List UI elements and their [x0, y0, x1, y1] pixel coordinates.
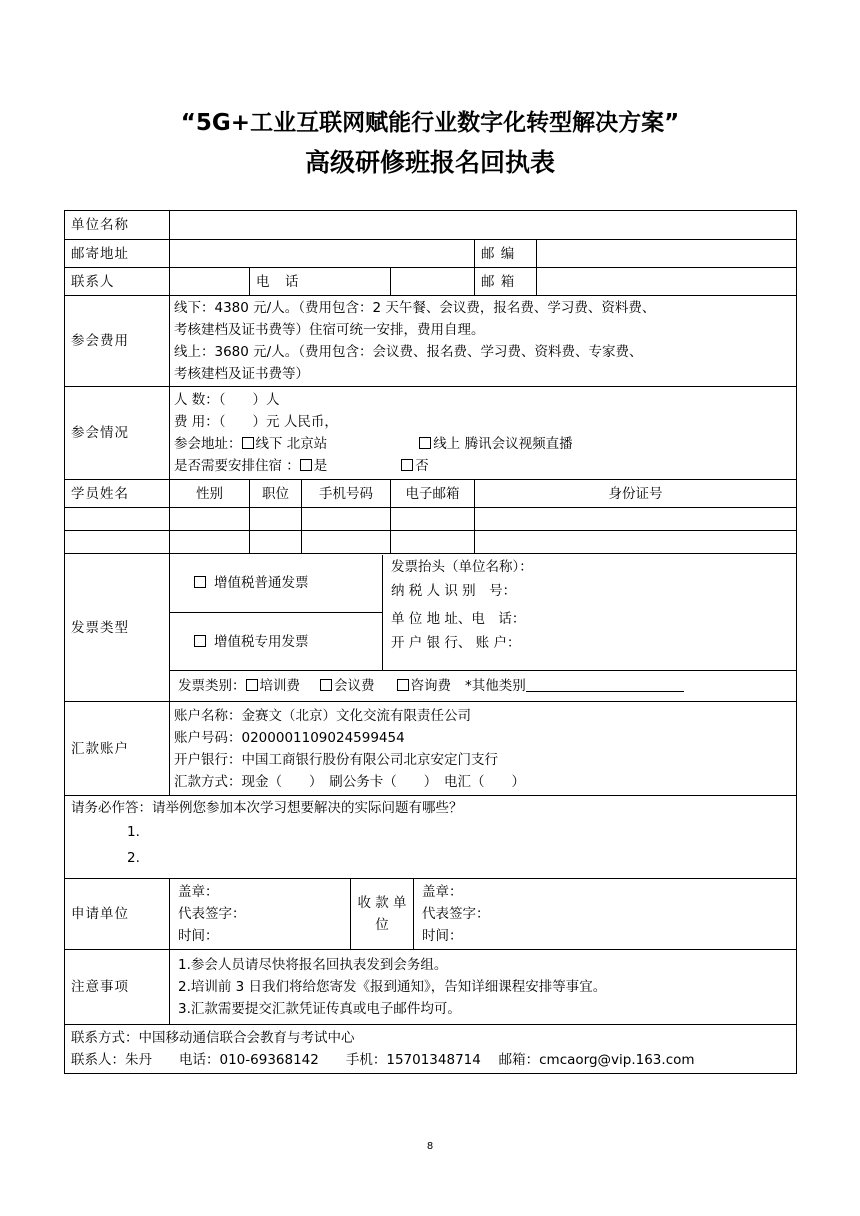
- online-option: 线上 腾讯会议视频直播: [433, 436, 573, 452]
- applicant-time: 时间：: [178, 928, 219, 944]
- registration-form: [64, 210, 797, 1074]
- account-number: 账户号码：0200001109024599454: [174, 729, 405, 746]
- student-name-cell[interactable]: [65, 531, 170, 554]
- address-field[interactable]: [170, 240, 475, 268]
- fee-line: 考核建档及证书费等）住宿可统一安排，费用自理。: [174, 322, 485, 338]
- payee-label: 收 款 单位: [351, 879, 414, 949]
- question-text: 请务必作答：请举例您参加本次学习想要解决的实际问题有哪些？: [71, 800, 463, 816]
- other-category-field[interactable]: [526, 677, 684, 692]
- invoice-info-block: [383, 555, 797, 671]
- question-section[interactable]: [65, 796, 797, 879]
- attendance-place-label: 参会地址：: [174, 436, 242, 452]
- unit-name-label: 单位名称: [65, 211, 170, 240]
- payee-seal: 盖章：: [422, 884, 463, 900]
- student-mobile-cell[interactable]: [302, 508, 391, 531]
- document-subtitle: 高级研修班报名回执表: [304, 148, 555, 177]
- email-field[interactable]: [537, 268, 797, 296]
- contact-info: [65, 1025, 797, 1074]
- payee-signature: 代表签字：: [422, 906, 490, 922]
- invoice-special-option[interactable]: [170, 613, 383, 671]
- notes-block: [170, 950, 797, 1025]
- invoice-category-row: [170, 671, 796, 701]
- training-checkbox[interactable]: [246, 679, 258, 691]
- applicant-signature: 代表签字：: [178, 906, 246, 922]
- invoice-normal-label: 增值税普通发票: [214, 575, 309, 592]
- unit-name-field[interactable]: [170, 211, 797, 240]
- lodging-no-checkbox[interactable]: [401, 459, 413, 471]
- postcode-label: 邮 编: [475, 240, 537, 268]
- other-category-label: *其他类别: [465, 677, 526, 694]
- online-checkbox[interactable]: [419, 437, 431, 449]
- consult-option: 咨询费: [410, 677, 451, 694]
- consult-checkbox[interactable]: [397, 679, 409, 691]
- question-item-2: 2.: [127, 850, 140, 866]
- postcode-field[interactable]: [537, 240, 797, 268]
- fee-details: [170, 296, 797, 387]
- signature-inner-table: [170, 879, 796, 949]
- notes-label: 注意事项: [65, 950, 170, 1025]
- invoice-bank-line: 开 户 银 行、 账 户：: [391, 634, 521, 651]
- attendance-label: 参会情况: [65, 387, 170, 480]
- contact-organization: 联系方式：中国移动通信联合会教育与考试中心: [71, 1030, 355, 1046]
- contact-field[interactable]: [170, 268, 250, 296]
- student-gender-cell[interactable]: [170, 508, 250, 531]
- remit-details: [170, 702, 797, 796]
- attendance-people: 人 数：（ ）人: [174, 392, 280, 408]
- student-position-cell[interactable]: [250, 531, 302, 554]
- attendance-place: [174, 433, 792, 455]
- attendance-details: [170, 387, 797, 480]
- address-label: 邮寄地址: [65, 240, 170, 268]
- student-gender-cell[interactable]: [170, 531, 250, 554]
- student-mobile-header: 手机号码: [302, 480, 391, 508]
- fee-label: 参会费用: [65, 296, 170, 387]
- phone-field[interactable]: [391, 268, 475, 296]
- offline-option: 线下 北京站: [255, 436, 328, 452]
- document-title: “5G+工业互联网赋能行业数字化转型解决方案”: [180, 110, 680, 136]
- applicant-seal: 盖章：: [178, 884, 219, 900]
- applicant-label: 申请单位: [65, 879, 170, 950]
- payee-sign-block[interactable]: [414, 879, 797, 949]
- training-option: 培训费: [259, 677, 300, 694]
- contact-label: 联系人: [65, 268, 170, 296]
- student-row: [65, 531, 797, 554]
- lodging-row: [174, 455, 792, 477]
- invoice-normal-checkbox[interactable]: [194, 576, 206, 588]
- student-id-cell[interactable]: [475, 531, 797, 554]
- contact-person-line: 联系人：朱丹 电话：010-69368142 手机：15701348714 邮箱：cmcaorg@vip.163.com: [71, 1052, 695, 1068]
- invoice-address-line: 单 位 地 址、电 话：: [391, 610, 526, 627]
- invoice-normal-option[interactable]: [170, 555, 383, 613]
- fee-line: 考核建档及证书费等）: [174, 366, 309, 382]
- student-email-cell[interactable]: [391, 508, 475, 531]
- note-item: 1.参会人员请尽快将报名回执表发到会务组。: [178, 957, 448, 973]
- phone-label: 电 话: [250, 268, 391, 296]
- account-bank: 开户银行：中国工商银行股份有限公司北京安定门支行: [174, 751, 498, 768]
- invoice-special-label: 增值税专用发票: [214, 633, 309, 650]
- email-label: 邮 箱: [475, 268, 537, 296]
- student-email-cell[interactable]: [391, 531, 475, 554]
- lodging-yes-option: 是: [313, 458, 328, 474]
- offline-checkbox[interactable]: [242, 437, 254, 449]
- student-gender-header: 性别: [170, 480, 250, 508]
- applicant-sign-block[interactable]: [170, 879, 351, 949]
- invoice-inner-table: [170, 555, 796, 701]
- student-id-cell[interactable]: [475, 508, 797, 531]
- invoice-taxid-line: 纳 税 人 识 别 号：: [391, 582, 517, 599]
- lodging-yes-checkbox[interactable]: [300, 459, 312, 471]
- student-position-header: 职位: [250, 480, 302, 508]
- page-number: 8: [426, 1141, 434, 1152]
- invoice-title-line: 发票抬头（单位名称）：: [391, 558, 533, 575]
- student-name-cell[interactable]: [65, 508, 170, 531]
- student-email-header: 电子邮箱: [391, 480, 475, 508]
- signature-section: [170, 879, 797, 950]
- invoice-type-label: 发票类型: [65, 554, 170, 702]
- remit-method: 汇款方式：现金（ ） 刷公务卡（ ） 电汇（ ）: [174, 773, 525, 790]
- fee-line: 线下：4380 元/人。（费用包含：2 天午餐、会议费，报名费、学习费、资料费、: [174, 300, 656, 316]
- meeting-checkbox[interactable]: [320, 679, 332, 691]
- remit-label: 汇款账户: [65, 702, 170, 796]
- lodging-no-option: 否: [415, 458, 429, 474]
- student-position-cell[interactable]: [250, 508, 302, 531]
- meeting-option: 会议费: [334, 677, 375, 694]
- attendance-fee: 费 用：（ ）元 人民币，: [174, 414, 338, 430]
- question-item-1: 1.: [127, 824, 140, 840]
- student-mobile-cell[interactable]: [302, 531, 391, 554]
- student-name-header: 学员姓名: [65, 480, 170, 508]
- note-item: 3.汇款需要提交汇款凭证传真或电子邮件均可。: [178, 1001, 461, 1017]
- invoice-special-checkbox[interactable]: [194, 635, 206, 647]
- invoice-category-label: 发票类别：: [178, 677, 246, 694]
- note-item: 2.培训前 3 日我们将给您寄发《报到通知》，告知详细课程安排等事宜。: [178, 979, 607, 995]
- payee-time: 时间：: [422, 928, 463, 944]
- student-id-header: 身份证号: [475, 480, 797, 508]
- student-row: [65, 508, 797, 531]
- invoice-section: [170, 554, 797, 702]
- account-name: 账户名称：金赛文（北京）文化交流有限责任公司: [174, 707, 471, 724]
- fee-line: 线上：3680 元/人。（费用包含：会议费、报名费、学习费、资料费、专家费、: [174, 344, 643, 360]
- lodging-label: 是否需要安排住宿 ：: [174, 458, 300, 474]
